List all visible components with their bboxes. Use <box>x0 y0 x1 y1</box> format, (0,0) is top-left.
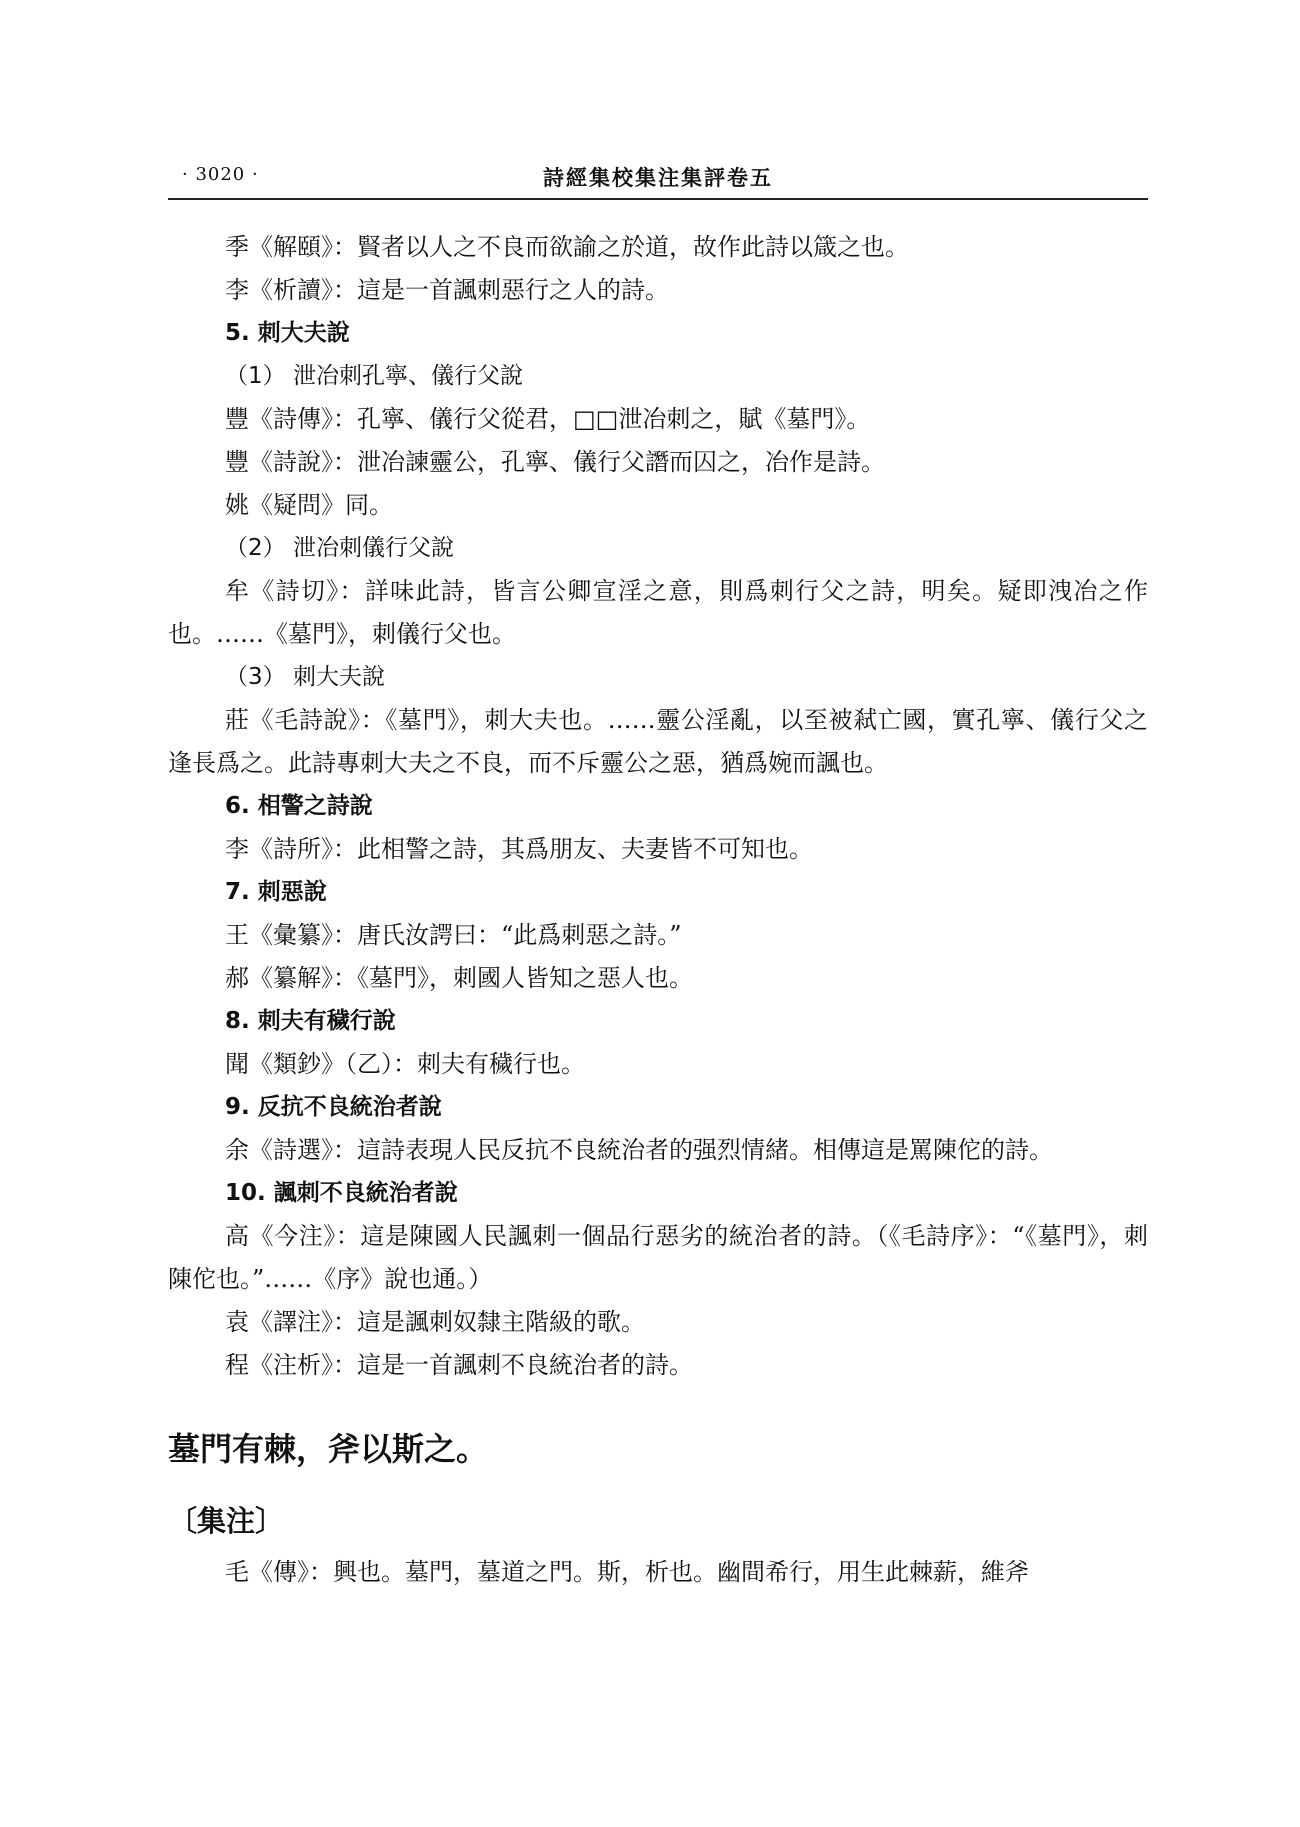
sub-heading: （2） 泄冶刺儀行父說 <box>225 535 454 561</box>
section-heading: 8. 刺夫有穢行說 <box>225 1008 396 1034</box>
header-rule <box>168 198 1148 200</box>
section-heading: 7. 刺惡說 <box>225 879 327 905</box>
text-line: 高《今注》：這是陳國人民諷刺一個品行惡劣的統治者的詩。（《毛詩序》：“《墓門》，刺陳佗也。”……《序》說也通。） <box>168 1222 1148 1293</box>
running-title: 詩經集校集注集評卷五 <box>543 165 773 190</box>
verse-line: 墓門有棘，斧以斯之。 <box>168 1430 489 1468</box>
text-line: 牟《詩切》：詳味此詩，皆言公卿宣淫之意，則爲刺行父之詩，明矣。疑即洩冶之作也。……《墓門》，刺儀行父也。 <box>168 577 1148 648</box>
text-line: 季《解頤》：賢者以人之不良而欲諭之於道，故作此詩以箴之也。 <box>225 233 909 261</box>
text-line: 豐《詩說》：泄冶諫靈公，孔寧、儀行父譖而囚之，冶作是詩。 <box>225 448 885 476</box>
text-line: 姚《疑問》同。 <box>225 491 393 519</box>
section-heading: 6. 相警之詩說 <box>225 793 373 819</box>
text-line: 毛《傳》：興也。墓門，墓道之門。斯，析也。幽間希行，用生此棘薪，維斧 <box>225 1558 1029 1586</box>
text-line: 豐《詩傳》：孔寧、儀行父從君，□□泄冶刺之，賦《墓門》。 <box>225 405 871 433</box>
section-heading: 5. 刺大夫說 <box>225 320 350 346</box>
page-number: · 3020 · <box>182 164 259 185</box>
sub-heading: （1） 泄冶刺孔寧、儀行父說 <box>225 363 523 389</box>
text-line: 聞《類鈔》（乙）：刺夫有穢行也。 <box>225 1050 585 1078</box>
text-line: 李《析讀》：這是一首諷刺惡行之人的詩。 <box>225 276 669 304</box>
section-heading: 9. 反抗不良統治者說 <box>225 1094 442 1120</box>
page-header <box>168 160 1148 204</box>
commentary-heading: 〔集注〕 <box>168 1504 285 1538</box>
text-line: 程《注析》：這是一首諷刺不良統治者的詩。 <box>225 1351 693 1379</box>
text-line: 李《詩所》：此相警之詩，其爲朋友、夫妻皆不可知也。 <box>225 835 813 863</box>
text-line: 袁《譯注》：這是諷刺奴隸主階級的歌。 <box>225 1308 645 1336</box>
body-text <box>168 226 1148 1594</box>
text-line: 莊《毛詩說》：《墓門》，刺大夫也。……靈公淫亂，以至被弒亡國，實孔寧、儀行父之逢長爲之。此詩專刺大夫之不良，而不斥靈公之惡，猶爲婉而諷也。 <box>168 706 1148 777</box>
section-heading: 10. 諷刺不良統治者說 <box>225 1180 458 1206</box>
text-line: 王《彙纂》：唐氏汝諤曰：“此爲刺惡之詩。” <box>225 921 682 949</box>
text-line: 余《詩選》：這詩表現人民反抗不良統治者的强烈情緒。相傳這是罵陳佗的詩。 <box>225 1136 1053 1164</box>
text-line: 郝《纂解》：《墓門》，刺國人皆知之惡人也。 <box>225 964 693 992</box>
sub-heading: （3） 刺大夫說 <box>225 664 385 690</box>
